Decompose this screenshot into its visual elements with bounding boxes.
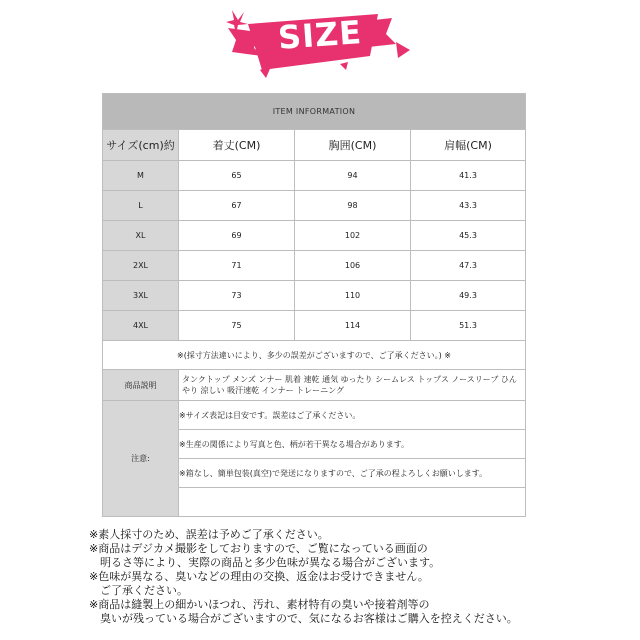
chest-value: 98 xyxy=(295,191,411,221)
banner-title: SIZE xyxy=(276,13,364,57)
description-label: 商品説明 xyxy=(103,370,179,401)
caution-item xyxy=(179,459,526,488)
shoulder-value: 43.3 xyxy=(411,191,526,221)
chest-value: 102 xyxy=(295,221,411,251)
size-label: 4XL xyxy=(103,311,179,341)
note-line: 明るさ等により、実際の商品と多少色味が異なる場合がございます。 xyxy=(100,556,441,569)
size-label: M xyxy=(103,161,179,191)
length-value: 65 xyxy=(179,161,295,191)
size-label: L xyxy=(103,191,179,221)
caution-text: ※生産の関係により写真と色、柄が若干異なる場合があります。 xyxy=(179,439,410,449)
table-row xyxy=(103,311,526,341)
table-row xyxy=(103,221,526,251)
chest-value: 110 xyxy=(295,281,411,311)
size-label: 2XL xyxy=(103,251,179,281)
caution-row xyxy=(103,401,526,430)
table-row xyxy=(103,281,526,311)
column-header-size: サイズ(cm)約 xyxy=(103,130,179,161)
note-line: 臭いが残っている場合がございますので、気になるお客様はご購入を控えください。 xyxy=(100,612,518,625)
table-row xyxy=(103,191,526,221)
triangle-icon-small xyxy=(340,62,348,70)
column-header-shoulder: 肩幅(CM) xyxy=(411,130,526,161)
caution-text: ※箱なし、簡単包装(真空)で発送になりますので、ご了承の程よろしくお願いします。 xyxy=(179,468,488,478)
chest-value: 94 xyxy=(295,161,411,191)
size-label: 3XL xyxy=(103,281,179,311)
bottom-notes xyxy=(89,528,634,626)
table-header-row xyxy=(103,94,526,130)
table-row xyxy=(103,161,526,191)
table-row xyxy=(103,251,526,281)
length-value: 71 xyxy=(179,251,295,281)
chest-value: 106 xyxy=(295,251,411,281)
note-line: ※商品はデジカメ撮影をしておりますので、ご覧になっている画面の xyxy=(89,542,428,555)
chest-value: 114 xyxy=(295,311,411,341)
measure-note-row xyxy=(103,341,526,370)
shoulder-value: 45.3 xyxy=(411,221,526,251)
description-text: タンクトップ メンズ ンナー 肌着 速乾 通気 ゆったり シームレス トップス ノースリーブ ひんやり 涼しい 吸汗速乾 インナー トレーニング xyxy=(179,370,526,401)
caution-label: 注意: xyxy=(103,401,179,517)
caution-item xyxy=(179,401,526,430)
table-title: ITEM INFORMATION xyxy=(103,94,526,130)
description-row xyxy=(103,370,526,401)
caution-text: ※サイズ表記は目安です。誤差はご了承ください。 xyxy=(179,410,361,420)
note-line: ※素人採寸のため、誤差は予めご了承ください。 xyxy=(89,528,329,541)
length-value: 73 xyxy=(179,281,295,311)
column-header-chest: 胸囲(CM) xyxy=(295,130,411,161)
column-header-row xyxy=(103,130,526,161)
note-line: ご了承ください。 xyxy=(100,584,188,597)
shoulder-value: 49.3 xyxy=(411,281,526,311)
note-line: ※商品は縫製上の細かいほつれ、汚れ、素材特有の臭いや接着剤等の xyxy=(89,598,430,611)
shoulder-value: 51.3 xyxy=(411,311,526,341)
length-value: 75 xyxy=(179,311,295,341)
length-value: 69 xyxy=(179,221,295,251)
size-banner xyxy=(0,0,640,80)
shoulder-value: 41.3 xyxy=(411,161,526,191)
measure-note: ※(採寸方法違いにより、多少の誤差がございますので、ご了承ください。) ※ xyxy=(103,341,526,370)
size-label: XL xyxy=(103,221,179,251)
caution-item xyxy=(179,430,526,459)
note-line: ※色味が異なる、臭いなどの理由の交換、返金はお受けできません。 xyxy=(89,570,429,583)
length-value: 67 xyxy=(179,191,295,221)
shoulder-value: 47.3 xyxy=(411,251,526,281)
size-table xyxy=(102,93,526,517)
column-header-length: 着丈(CM) xyxy=(179,130,295,161)
caution-empty-cell xyxy=(179,488,526,517)
